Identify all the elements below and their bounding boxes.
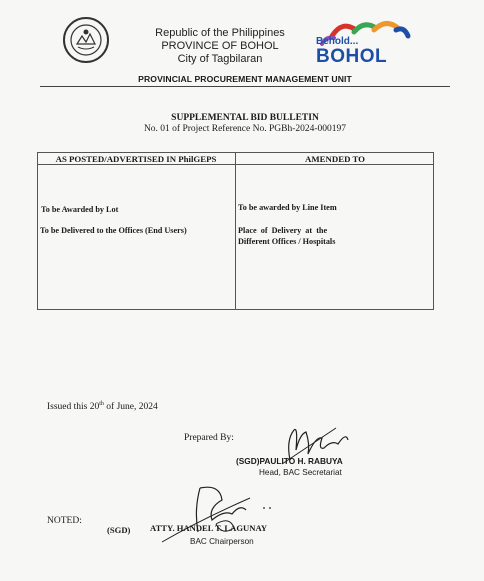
header-city: City of Tagbilaran (177, 53, 263, 65)
table-header-posted: AS POSTED/ADVERTISED IN PhilGEPS (55, 154, 217, 164)
prepared-by-name: (SGD)PAULITO H. RABUYA (236, 456, 343, 466)
header-divider (40, 86, 450, 87)
prepared-by-label: Prepared By: (184, 433, 234, 443)
issued-suffix: of June, 2024 (103, 402, 158, 413)
logo-behold-text: Behold... (316, 36, 359, 47)
amended-delivery-line2: Different Offices / Hospitals (238, 237, 336, 246)
posted-delivery: To be Delivered to the Offices (End Users) (40, 226, 187, 235)
bohol-seal-icon (62, 16, 110, 64)
posted-award-basis: To be Awarded by Lot (41, 205, 119, 214)
logo-bohol-text: BOHOL (316, 46, 388, 67)
behold-bohol-logo (314, 14, 414, 66)
issued-ordinal: th (99, 401, 104, 407)
noted-position: BAC Chairperson (190, 537, 254, 546)
table-header-divider (37, 164, 434, 165)
amended-award-basis: To be awarded by Line Item (238, 203, 337, 212)
amended-delivery-line1: Place of Delivery at the (238, 226, 328, 235)
bulletin-subtitle: No. 01 of Project Reference No. PGBh-2024-000197 (143, 124, 347, 134)
issued-prefix: Issued this 20 (47, 402, 100, 413)
table-column-divider (235, 152, 236, 310)
bulletin-title: SUPPLEMENTAL BID BULLETIN (171, 113, 319, 123)
procurement-unit-heading: PROVINCIAL PROCUREMENT MANAGEMENT UNIT (138, 74, 352, 84)
prepared-by-position: Head, BAC Secretariat (259, 468, 342, 477)
header-province: PROVINCE OF BOHOL (161, 40, 279, 52)
noted-sgd-tag: (SGD) (107, 525, 131, 535)
header-republic: Republic of the Philippines (155, 27, 285, 39)
issued-date (47, 401, 158, 412)
table-header-amended: AMENDED TO (304, 154, 366, 164)
noted-label: NOTED: (47, 516, 82, 526)
noted-name: ATTY. HANDEL T. LAGUNAY (150, 523, 268, 533)
